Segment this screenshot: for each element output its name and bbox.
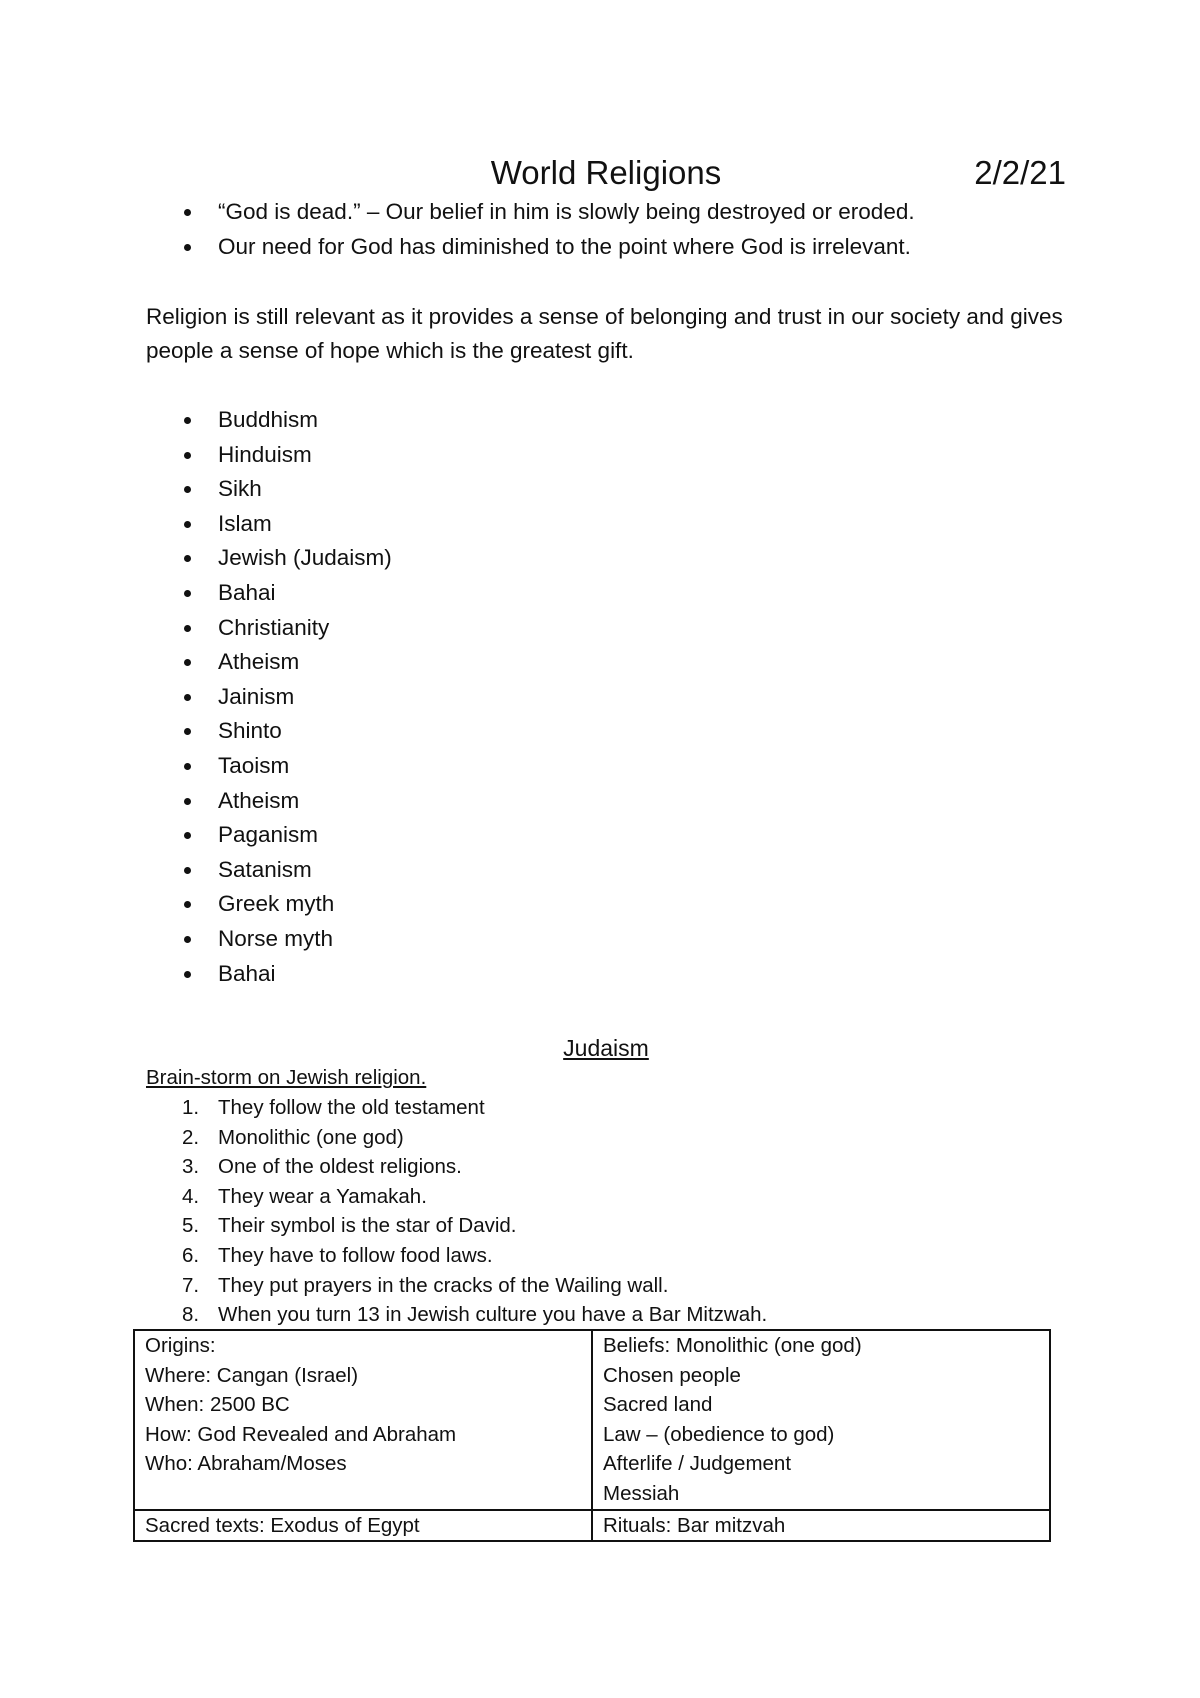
fact-text: One of the oldest religions. [218, 1155, 462, 1179]
fact-text: They have to follow food laws. [218, 1243, 493, 1267]
fact-number: 2. [182, 1125, 200, 1149]
fact-item [146, 1123, 767, 1153]
fact-number: 8. [182, 1303, 200, 1327]
religion-item: Bahai [146, 576, 392, 611]
origins-cell [134, 1330, 592, 1510]
origins-line: Where: Cangan (Israel) [145, 1363, 359, 1387]
sacred-texts-cell: Sacred texts: Exodus of Egypt [134, 1510, 592, 1542]
fact-number: 4. [182, 1184, 200, 1208]
beliefs-line: Messiah [603, 1481, 680, 1505]
religion-item: Sikh [146, 472, 392, 507]
beliefs-line: Sacred land [603, 1393, 713, 1417]
title-row [146, 150, 1066, 196]
fact-number: 5. [182, 1214, 200, 1238]
fact-item [146, 1152, 767, 1182]
religion-item: Taoism [146, 749, 392, 784]
table-row [134, 1330, 1050, 1510]
origins-line: How: God Revealed and Abraham [145, 1422, 457, 1446]
judaism-facts-list [146, 1093, 767, 1330]
fact-number: 6. [182, 1243, 200, 1267]
page-title: World Religions [490, 154, 722, 191]
religion-item: Bahai [146, 957, 392, 992]
fact-number: 3. [182, 1155, 200, 1179]
fact-text: They follow the old testament [218, 1096, 485, 1119]
table-row [134, 1510, 1050, 1542]
religion-item: Buddhism [146, 403, 392, 438]
fact-text: Monolithic (one god) [218, 1125, 404, 1149]
fact-text: They put prayers in the cracks of the Wailing wall. [218, 1273, 669, 1297]
section-heading-judaism: Judaism [563, 1035, 649, 1061]
fact-text: Their symbol is the star of David. [218, 1214, 517, 1238]
rituals-cell: Rituals: Bar mitzvah [592, 1510, 1050, 1542]
beliefs-line: Beliefs: Monolithic (one god) [603, 1334, 862, 1357]
intro-bullet-list [146, 195, 915, 264]
brainstorm-subheading: Brain-storm on Jewish religion. [146, 1066, 427, 1089]
intro-bullet: “God is dead.” – Our belief in him is slowly being destroyed or eroded. [146, 195, 915, 230]
religion-item: Paganism [146, 818, 392, 853]
fact-item [146, 1211, 767, 1241]
judaism-summary-table [133, 1329, 1051, 1542]
religion-item: Jainism [146, 680, 392, 715]
fact-item [146, 1182, 767, 1212]
religion-list [146, 403, 392, 991]
religion-item: Atheism [146, 645, 392, 680]
religion-item: Islam [146, 507, 392, 542]
fact-text: They wear a Yamakah. [218, 1184, 427, 1208]
religion-item: Jewish (Judaism) [146, 541, 392, 576]
beliefs-line: Chosen people [603, 1363, 741, 1387]
fact-item [146, 1093, 767, 1123]
fact-text: When you turn 13 in Jewish culture you have a Bar Mitzwah. [218, 1303, 768, 1327]
page-date: 2/2/21 [974, 154, 1066, 191]
origins-line: When: 2500 BC [145, 1393, 290, 1417]
fact-number: 7. [182, 1273, 200, 1297]
religion-item: Hinduism [146, 438, 392, 473]
relevance-paragraph: Religion is still relevant as it provides a sense of belonging and trust in our society and gives people a sense of hope which is the greatest gift. [146, 304, 1063, 363]
origins-line: Who: Abraham/Moses [145, 1452, 347, 1476]
religion-item: Norse myth [146, 922, 392, 957]
religion-item: Christianity [146, 611, 392, 646]
beliefs-line: Afterlife / Judgement [603, 1452, 792, 1476]
origins-line: Origins: [145, 1334, 216, 1357]
intro-bullet: Our need for God has diminished to the point where God is irrelevant. [146, 230, 915, 265]
fact-item [146, 1271, 767, 1301]
religion-item: Satanism [146, 853, 392, 888]
religion-item: Atheism [146, 784, 392, 819]
beliefs-line: Law – (obedience to god) [603, 1422, 835, 1446]
religion-item: Greek myth [146, 887, 392, 922]
fact-number: 1. [182, 1096, 200, 1119]
fact-item [146, 1241, 767, 1271]
fact-item [146, 1300, 767, 1330]
religion-item: Shinto [146, 714, 392, 749]
beliefs-cell [592, 1330, 1050, 1510]
